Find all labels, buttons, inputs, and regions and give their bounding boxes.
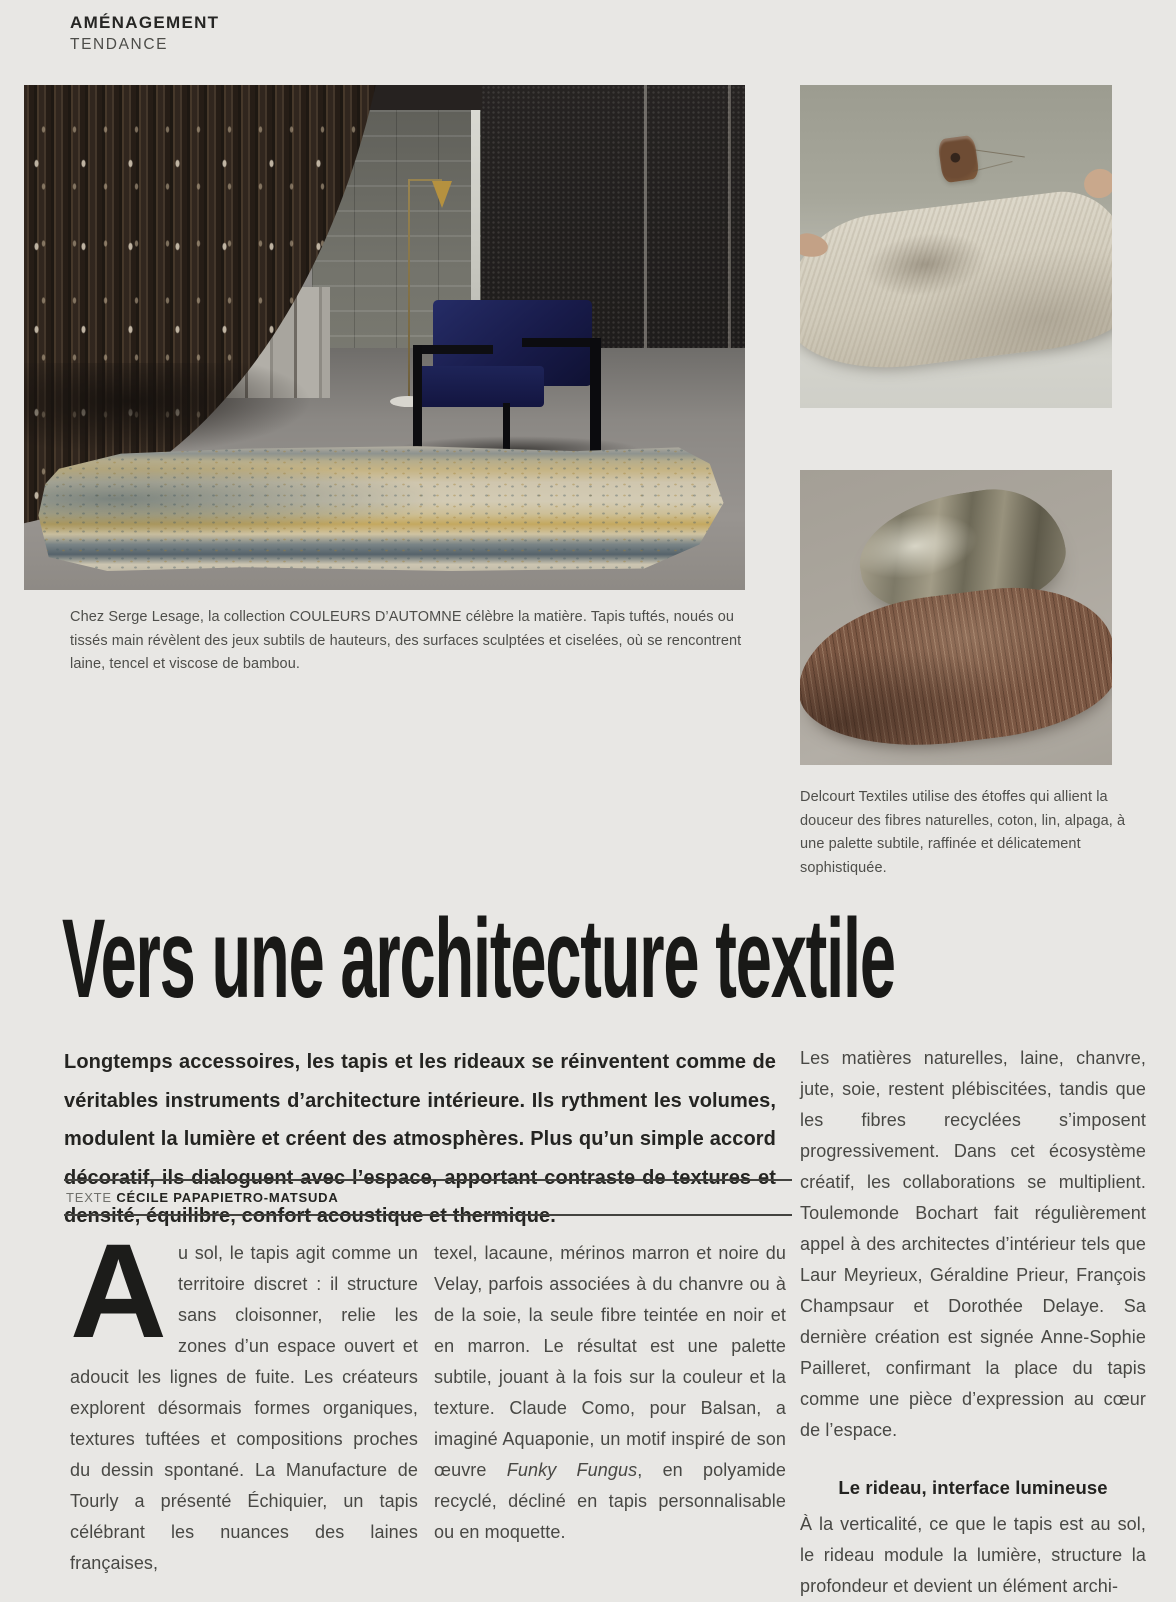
byline-author: CÉCILE PAPAPIETRO-MATSUDA bbox=[116, 1190, 339, 1205]
armchair-frame bbox=[413, 345, 422, 450]
byline-label: TEXTE bbox=[66, 1190, 112, 1205]
article-column-3 bbox=[800, 1043, 1146, 1602]
column-2-text: texel, lacaune, mérinos marron et noire du Velay, parfois associées à du chanvre ou à de la soie, la seule fibre teintée en noir et en marron. Le résultat est une palette subtile, jouant à la fois sur la couleur et la texture. Claude Como, pour Balsan, a imaginé Aquaponie, un motif inspiré de son œuvre bbox=[434, 1243, 786, 1480]
thread-strand bbox=[975, 149, 1025, 157]
article-column-1 bbox=[70, 1217, 418, 1579]
article-column-2 bbox=[434, 1238, 786, 1548]
column-3-subhead: Le rideau, interface lumineuse bbox=[838, 1477, 1108, 1498]
cream-fabric bbox=[800, 184, 1112, 380]
staircase-shadow bbox=[24, 363, 312, 454]
byline bbox=[64, 1179, 792, 1216]
column-3-paragraph-2: À la verticalité, ce que le tapis est au sol, le rideau module la lumière, structure la profondeur et devient un élément archi- bbox=[800, 1514, 1146, 1596]
main-photo bbox=[24, 85, 745, 590]
section-title: AMÉNAGEMENT bbox=[70, 13, 220, 32]
column-3-paragraph-1: Les matières naturelles, laine, chanvre, jute, soie, restent plébiscitées, tandis que les fibres recyclées s’imposent progressivement. Dans cet écosystème créatif, les collaborations se multiplient. Toulemonde Bochart fait régulièrement appel à des architectes d’intérieur tels que Laur Meyrieux, Géraldine Prieur, François Champsaur et Dorothée Delaye. Sa dernière création est signée Anne-Sophie Pailleret, confirmant la place du tapis comme une pièce d’expression au cœur de l’espace. bbox=[800, 1048, 1146, 1440]
floor-lamp-shade bbox=[432, 181, 452, 208]
fabric-photo-top bbox=[800, 85, 1112, 408]
navy-armchair bbox=[413, 300, 611, 452]
armchair-armrest bbox=[413, 345, 492, 354]
area-rug bbox=[38, 446, 727, 572]
fabric-photo-bottom bbox=[800, 470, 1112, 765]
column-2-italic-title: Funky Fungus bbox=[506, 1460, 638, 1480]
article-standfirst: Longtemps accessoires, les tapis et les rideaux se réinventent comme de véritables instruments d’architecture intérieure. Ils rythment les volumes, modulent la lumière et créent des atmosphères. Plus qu’un simple accord décoratif, ils dialoguent avec l’espace, apportant contraste de textures et densité, équilibre, confort acoustique et thermique. bbox=[64, 1051, 776, 1227]
armchair-frame bbox=[590, 338, 601, 452]
column-2-text-end: , en polyamide recyclé, décliné en tapis personnalisable ou en moquette. bbox=[434, 1460, 786, 1542]
page-kicker bbox=[70, 13, 219, 54]
drop-cap: A bbox=[70, 1217, 167, 1366]
armchair-leg bbox=[503, 403, 511, 451]
subsection-title: TENDANCE bbox=[70, 36, 169, 53]
right-photos-caption: Delcourt Textiles utilise des étoffes qui allient la douceur des fibres naturelles, coton, lin, alpaga, à une palette subtile, raffinée et délicatement sophistiquée. bbox=[800, 789, 1126, 876]
column-1-text: u sol, le tapis agit comme un territoire discret : il structure sans cloisonner, relie les zones d’un espace ouvert et adoucit les lignes de fuite. Les créateurs explorent désormais formes organiques, textures tuftées et compositions proches du dessin spontané. La Manufacture de Tourly a présenté Échiquier, un tapis célébrant les nuances des laines françaises, bbox=[70, 1243, 418, 1573]
thread-spool bbox=[938, 134, 981, 182]
floor-lamp-stem bbox=[408, 179, 410, 403]
main-photo-caption: Chez Serge Lesage, la collection COULEURS D’AUTOMNE célèbre la matière. Tapis tuftés, noués ou tissés main révèlent des jeux subtils de hauteurs, des surfaces sculptées et ciselées, où se rencontrent laine, tencel et viscose de bambou. bbox=[70, 609, 742, 672]
article-headline: Vers une architecture textile bbox=[62, 896, 895, 1021]
rust-fabric bbox=[800, 575, 1112, 760]
armchair-seat-cushion bbox=[417, 366, 544, 407]
